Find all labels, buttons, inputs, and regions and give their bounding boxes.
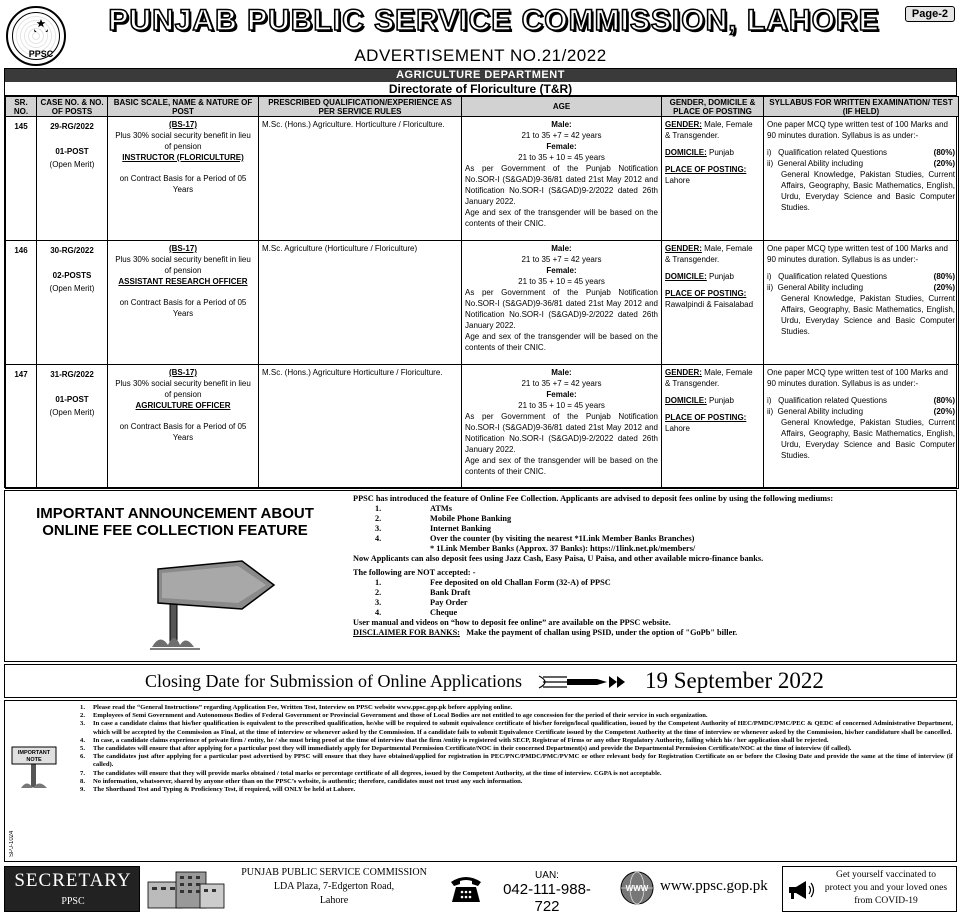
gender-label: GENDER: (665, 244, 702, 253)
age-male-label: Male: (551, 368, 572, 377)
uan-label: UAN: (535, 870, 559, 881)
posts-table-section (4, 68, 957, 488)
rejected-list (353, 578, 953, 618)
list-item: 8. No information, whatsoever, shared by anyone other than on the PPSC’s website, is authentic; therefore, candidates must not trust any such information. (80, 777, 523, 785)
syllabus-intro: One paper MCQ type written test of 100 Marks and 90 minutes duration. Syllabus is as under:- (767, 244, 948, 264)
cell-age (462, 117, 662, 241)
header-gender: GENDER, DOMICILE & PLACE OF POSTING (662, 97, 764, 117)
age-female: 21 to 35 + 10 = 45 years (518, 153, 605, 162)
posting-value: Lahore (665, 424, 690, 433)
header-case: CASE NO. & NO. OF POSTS (37, 97, 108, 117)
disclaimer-text: Make the payment of challan using PSID, under the option of "GoPb" biller. (466, 628, 738, 637)
header-qualification: PRESCRIBED QUALIFICATION/EXPERIENCE AS PER SERVICE RULES (259, 97, 462, 117)
post-count: 02-POSTS (52, 271, 92, 280)
vaccination-line3: from COVID-19 (854, 896, 918, 906)
syllabus-ii-text: General Ability including (777, 283, 864, 292)
website-link[interactable]: www.ppsc.gop.pk (660, 878, 768, 894)
benefit-text: Plus 30% social security benefit in lieu of pension (115, 379, 251, 399)
syllabus-item-ii: ii) General Ability including (20%) (767, 283, 955, 292)
age-transgender: Age and sex of the transgender will be based on the contents of their CNIC. (465, 332, 658, 352)
cell-qualification: M.Sc. Agriculture (Horticulture / Floriculture) (259, 241, 462, 365)
age-transgender: Age and sex of the transgender will be based on the contents of their CNIC. (465, 208, 658, 228)
not-accepted-heading: The following are NOT accepted: - (353, 568, 476, 577)
announcement-title-line2: ONLINE FEE COLLECTION FEATURE (42, 522, 308, 539)
list-item: 9. The Shorthand Test and Typing & Proficiency Test, if required, will ONLY be held at Lahore. (80, 786, 356, 794)
list-item: 4. Over the counter (by visiting the nearest *1Link Member Banks Branches) (375, 534, 695, 543)
list-item: 1. Fee deposited on old Challan Form (32-A) of PPSC (375, 578, 611, 587)
case-number: 31-RG/2022 (50, 370, 94, 379)
age-male-label: Male: (551, 120, 572, 129)
announcement-title-line1: IMPORTANT ANNOUNCEMENT ABOUT (36, 505, 314, 522)
syllabus-item-i: i) Qualification related Questions (80%) (767, 396, 955, 405)
posting-label: PLACE OF POSTING: (665, 165, 747, 174)
age-female: 21 to 35 + 10 = 45 years (518, 401, 605, 410)
pen-arrow-icon (537, 673, 627, 691)
syllabus-item-i: i) Qualification related Questions (80%) (767, 272, 955, 281)
page-footer (0, 864, 961, 915)
syllabus-ii-text: General Ability including (777, 407, 864, 416)
basic-scale: (BS-17) (168, 368, 197, 377)
case-number: 30-RG/2022 (50, 246, 94, 255)
gender-value: Male, Female & Transgender. (665, 120, 753, 140)
crescent-star-icon (30, 18, 52, 32)
cell-syllabus (764, 365, 959, 489)
advertisement-code: SPJ-1024 (9, 830, 15, 857)
posting-value: Lahore (665, 176, 690, 185)
syllabus-i-text: Qualification related Questions (778, 148, 888, 157)
case-number: 29-RG/2022 (50, 122, 94, 131)
note-badge-line2: NOTE (26, 757, 42, 763)
announcement-title (15, 505, 335, 539)
list-item: 3. Internet Banking (375, 524, 492, 533)
cell-gender (662, 365, 764, 489)
domicile-label: DOMICILE: (665, 148, 707, 157)
logo-abbr: PPSC (28, 49, 54, 59)
cell-syllabus (764, 117, 959, 241)
cell-gender (662, 241, 764, 365)
notes-list (59, 704, 953, 794)
micro-finance-note: Now Applicants can also deposit fees using Jazz Cash, Easy Paisa, U Paisa, and other available micro-finance banks. (353, 554, 764, 563)
list-item: 1. ATMs (375, 504, 452, 513)
cell-sr: 145 (6, 117, 37, 241)
advertisement-title: ADVERTISEMENT NO.21/2022 (354, 46, 607, 65)
table-row (6, 117, 959, 241)
important-note-sign-icon (11, 743, 57, 789)
cell-case (37, 365, 108, 489)
bank-disclaimer (353, 628, 953, 638)
list-item: 4. Cheque (375, 608, 458, 617)
announcement-details (353, 494, 953, 638)
member-banks-link[interactable]: * 1Link Member Banks (Approx. 37 Banks): https://1link.net.pk/members/ (430, 544, 696, 553)
header-sr: SR. NO. (6, 97, 37, 117)
contract-text: on Contract Basis for a Period of 05 Years (119, 298, 247, 318)
important-notes-section (4, 700, 957, 862)
post-name: AGRICULTURE OFFICER (135, 401, 231, 410)
posting-label: PLACE OF POSTING: (665, 413, 747, 422)
list-item: 6. The candidates just after applying for a particular post advertised by PPSC will ensure that they have obtained/applied for registration in PEC/PNC/PMDC/PMC/PVMC or other relevant body for Registration Certificate on or before the Closing Date and provide the same at the time of interview (if called). (80, 753, 953, 769)
vaccination-line2: protect you and your loved ones (824, 883, 948, 893)
list-item: 3. Pay Order (375, 598, 468, 607)
cell-sr: 146 (6, 241, 37, 365)
benefit-text: Plus 30% social security benefit in lieu of pension (115, 255, 251, 275)
age-male: 21 to 35 +7 = 42 years (521, 131, 602, 140)
gender-value: Male, Female & Transgender. (665, 244, 753, 264)
gender-label: GENDER: (665, 368, 702, 377)
syllabus-ii-detail: General Knowledge, Pakistan Studies, Current Affairs, Geography, Basic Mathematics, English, Urdu, Everyday Science and Basic Computer Studies. (781, 418, 955, 460)
address-line1: PUNJAB PUBLIC SERVICE COMMISSION (241, 867, 427, 878)
post-count: 01-POST (55, 395, 89, 404)
announcement-banner (5, 491, 347, 660)
list-item: 1. Please read the “General Instructions” regarding Application Fee, Written Test, Interview on PPSC website www.ppsc.gop.pk before applying online. (80, 704, 513, 711)
age-notification: As per Government of the Punjab Notification No.SOR-I (S&GAD)9-36/81 dated 21st May 2012 and Notification No.SOR-I (S&GAD)9-2/2022 dated 26th January 2022. (465, 288, 658, 330)
header-age: AGE (462, 97, 662, 117)
commission-title: PUNJAB PUBLIC SERVICE COMMISSION, LAHORE (108, 4, 880, 37)
fee-announcement-section (4, 490, 957, 662)
closing-date-label: Closing Date for Submission of Online Applications (145, 671, 522, 691)
post-name: ASSISTANT RESEARCH OFFICER (118, 277, 248, 286)
contract-text: on Contract Basis for a Period of 05 Years (119, 422, 247, 442)
cell-gender (662, 117, 764, 241)
table-header-row (6, 97, 959, 117)
table-row (6, 365, 959, 489)
syllabus-i-pct: (80%) (933, 396, 955, 405)
merit-type: (Open Merit) (49, 160, 95, 169)
syllabus-ii-pct: (20%) (933, 159, 955, 168)
telephone-icon (448, 872, 484, 904)
domicile-value: Punjab (709, 148, 734, 157)
gender-value: Male, Female & Transgender. (665, 368, 753, 388)
syllabus-item-ii: ii) General Ability including (20%) (767, 407, 955, 416)
department-bar: AGRICULTURE DEPARTMENT (5, 69, 956, 82)
domicile-value: Punjab (709, 396, 734, 405)
list-item: 5. The candidates will ensure that after applying for a particular post they will immediately apply for Departmental Permission Certificate/NOC in their concerned Department(s) and provide the Departmental Permission Certificate/NOC at the time of interview (if called). (80, 745, 852, 753)
disclaimer-label: DISCLAIMER FOR BANKS: (353, 628, 460, 637)
note-badge-line1: IMPORTANT (17, 750, 51, 756)
cell-age (462, 365, 662, 489)
page-tag: Page-2 (905, 6, 955, 22)
closing-date-bar (4, 664, 957, 698)
age-female: 21 to 35 + 10 = 45 years (518, 277, 605, 286)
page-header (0, 0, 961, 72)
cell-qualification: M.Sc. (Hons.) Agriculture. Horticulture / Floriculture. (259, 117, 462, 241)
address-line2: LDA Plaza, 7-Edgerton Road, (273, 881, 395, 892)
arrow-signpost-icon (150, 551, 280, 651)
cell-qualification: M.Sc. (Hons.) Agriculture Horticulture / Floriculture. (259, 365, 462, 489)
vaccination-line1: Get yourself vaccinated to (836, 870, 936, 880)
address-line3: Lahore (319, 895, 349, 906)
header-basic: BASIC SCALE, NAME & NATURE OF POST (108, 97, 259, 117)
uan-number[interactable]: 042-111-988-722 (503, 881, 591, 915)
list-item: 2. Employees of Semi Government and Autonomous Bodies of Federal Government or Provincial Government and those of Local Bodies are not entitled to age concession for the period of their service in such organization. (80, 712, 708, 720)
syllabus-i-pct: (80%) (933, 272, 955, 281)
syllabus-item-i: i) Qualification related Questions (80%) (767, 148, 955, 157)
syllabus-ii-pct: (20%) (933, 407, 955, 416)
domicile-label: DOMICILE: (665, 272, 707, 281)
age-female-label: Female: (546, 142, 577, 151)
user-manual-note: User manual and videos on “how to deposit fee online” are available on the PPSC website. (353, 618, 671, 627)
syllabus-item-ii: ii) General Ability including (20%) (767, 159, 955, 168)
posting-label: PLACE OF POSTING: (665, 289, 747, 298)
secretary-title: SECRETARY (14, 870, 132, 891)
cell-sr: 147 (6, 365, 37, 489)
benefit-text: Plus 30% social security benefit in lieu of pension (115, 131, 251, 151)
directorate-bar: Directorate of Floriculture (T&R) (5, 82, 956, 96)
commission-address (234, 866, 434, 908)
syllabus-ii-pct: (20%) (933, 283, 955, 292)
age-male: 21 to 35 +7 = 42 years (521, 379, 602, 388)
uan-block (492, 870, 602, 915)
vaccination-text (817, 869, 955, 908)
cell-basic (108, 117, 259, 241)
syllabus-intro: One paper MCQ type written test of 100 Marks and 90 minutes duration. Syllabus is as under:- (767, 368, 948, 388)
cell-basic (108, 241, 259, 365)
list-item: 3. In case a candidate claims that his/her qualification is equivalent to the prescribed qualification, he/she will be required to submit equivalence certificate of his/her foreign/local qualification, issued by the Competent Authority of HEC/PMDC/PMC/PEC & QEDC of concerned Administrative Department, which will be accepted by the Commission as Final, at the time of interview or whenever asked by the Commission. If a candidate fails to submit Equivalence Certificate issued by the Competent Authority at the time of interview or whenever asked by the Commission, his/her candidature shall be cancelled. (80, 720, 953, 736)
posts-table (5, 96, 959, 489)
cell-basic (108, 365, 259, 489)
building-icon (146, 868, 226, 910)
syllabus-i-text: Qualification related Questions (778, 272, 888, 281)
header-syllabus: SYLLABUS FOR WRITTEN EXAMINATION/ TEST (IF HELD) (764, 97, 959, 117)
age-male-label: Male: (551, 244, 572, 253)
vaccination-notice (782, 866, 957, 912)
gender-label: GENDER: (665, 120, 702, 129)
contract-text: on Contract Basis for a Period of 05 Years (119, 174, 247, 194)
cell-case (37, 241, 108, 365)
closing-date-value: 19 September 2022 (645, 668, 824, 693)
post-name: INSTRUCTOR (FLORICULTURE) (122, 153, 244, 162)
cell-case (37, 117, 108, 241)
post-count: 01-POST (55, 147, 89, 156)
secretary-org: PPSC (61, 896, 85, 907)
secretary-badge (4, 866, 140, 912)
syllabus-ii-detail: General Knowledge, Pakistan Studies, Current Affairs, Geography, Basic Mathematics, English, Urdu, Everyday Science and Basic Computer Studies. (781, 170, 955, 212)
list-item: 2. Bank Draft (375, 588, 471, 597)
syllabus-ii-text: General Ability including (777, 159, 864, 168)
age-female-label: Female: (546, 390, 577, 399)
domicile-label: DOMICILE: (665, 396, 707, 405)
syllabus-i-text: Qualification related Questions (778, 396, 888, 405)
domicile-value: Punjab (709, 272, 734, 281)
age-notification: As per Government of the Punjab Notification No.SOR-I (S&GAD)9-36/81 dated 21st May 2012 and Notification No.SOR-I (S&GAD)9-2/2022 dated 26th January 2022. (465, 412, 658, 454)
age-female-label: Female: (546, 266, 577, 275)
merit-type: (Open Merit) (49, 284, 95, 293)
basic-scale: (BS-17) (168, 244, 197, 253)
age-notification: As per Government of the Punjab Notification No.SOR-I (S&GAD)9-36/81 dated 21st May 2012 and Notification No.SOR-I (S&GAD)9-2/2022 dated 26th January 2022. (465, 164, 658, 206)
merit-type: (Open Merit) (49, 408, 95, 417)
table-row (6, 241, 959, 365)
syllabus-ii-detail: General Knowledge, Pakistan Studies, Current Affairs, Geography, Basic Mathematics, English, Urdu, Everyday Science and Basic Computer Studies. (781, 294, 955, 336)
posting-value: Rawalpindi & Faisalabad (665, 300, 754, 309)
syllabus-intro: One paper MCQ type written test of 100 Marks and 90 minutes duration. Syllabus is as under:- (767, 120, 948, 140)
announcement-intro: PPSC has introduced the feature of Online Fee Collection. Applicants are advised to deposit fees online by using the following mediums: (353, 494, 834, 503)
basic-scale: (BS-17) (168, 120, 197, 129)
syllabus-i-pct: (80%) (933, 148, 955, 157)
list-item: 7. The candidates will ensure that they will provide marks obtained / total marks or percentage certificate of all degrees, issued by the Competent Authority, at the time of interview. CGPA is not acceptable. (80, 769, 662, 777)
cell-age (462, 241, 662, 365)
www-icon-text: WWW (625, 884, 649, 893)
list-item: 2. Mobile Phone Banking (375, 514, 512, 523)
age-male: 21 to 35 +7 = 42 years (521, 255, 602, 264)
cell-syllabus (764, 241, 959, 365)
globe-icon (618, 870, 656, 906)
fee-mediums-list (353, 504, 953, 544)
age-transgender: Age and sex of the transgender will be based on the contents of their CNIC. (465, 456, 658, 476)
list-item: 4. In case, a candidate claims experience of private firm / entity, he / she must bring proof at the time of interview that the firm /entity is registered with SECP, Registrar of Firms or any other Regulatory Authority, failing which his / her application shall be rejected. (80, 736, 829, 744)
megaphone-icon (786, 879, 816, 901)
